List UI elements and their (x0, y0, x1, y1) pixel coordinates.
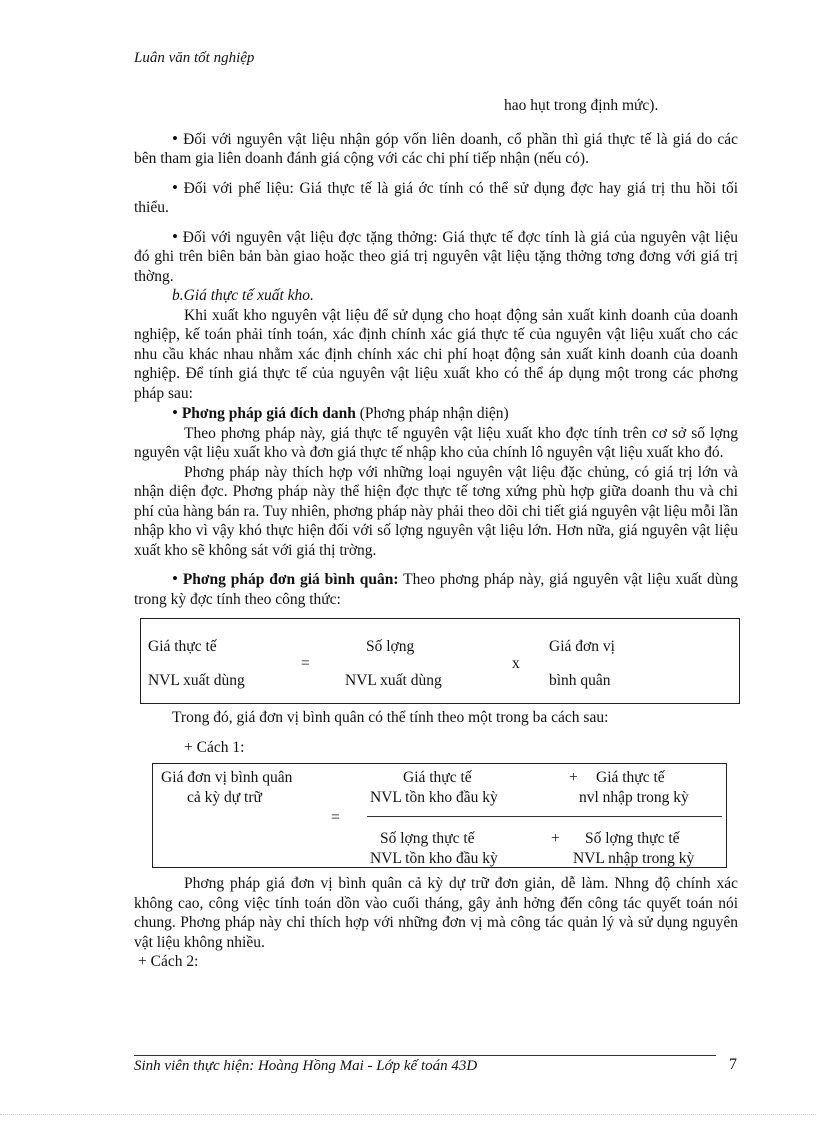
paragraph-export: Khi xuất kho nguyên vật liệu để sử dụng cho hoạt động sản xuất kinh doanh của doanh nghiệp, kế toán phải tính toán, xác định chính xác giá thực tế của nguyên vật liệu xuất cho các nhu cầu khác nhau nhằm xác định chính xác chi phí hoạt động sản xuất kinh doanh của doanh nghiệp. Để tính giá thực tế của nguyên vật liệu xuất kho có thể áp dụng một trong các phơng pháp sau: (134, 306, 738, 402)
running-header: Luân văn tốt nghiệp (134, 50, 255, 66)
method-specific-p1: Theo phơng pháp này, giá thực tế nguyên vật liệu xuất kho đợc tính trên cơ sở số lợng nguyên vật liệu xuất kho và đơn giá thực tế nhập kho của chính lô nguyên vật liệu xuất kho đó. (134, 424, 738, 461)
f2-l1: Giá đơn vị bình quân (161, 769, 293, 786)
f2-d2a: Số lợng thực tế (585, 830, 680, 847)
footer-divider (134, 1055, 716, 1056)
method-average-heading: • Phơng pháp đơn giá bình quân: Theo phơng pháp này, giá nguyên vật liệu xuất dùng trong kỳ đợc tính theo công thức: (134, 569, 738, 608)
f2-d2b: NVL nhập trong kỳ (573, 850, 695, 867)
cach2-label: + Cách 2: (138, 953, 199, 970)
paragraph-joint-venture: • Đối với nguyên vật liệu nhận góp vốn liên doanh, cổ phần thì giá thực tế là giá do các bên tham gia liên doanh đánh giá cộng với các chi phí tiếp nhận (nếu có). (134, 128, 739, 167)
f2-equals: = (331, 809, 340, 826)
f2-n1a: Giá thực tế (403, 769, 472, 786)
method-specific-heading: • Phơng pháp giá đích danh (Phơng pháp nhận diện) (172, 403, 509, 422)
f1-c2: bình quân (549, 672, 611, 689)
f1-a2: NVL xuất dùng (148, 672, 245, 689)
page-edge (0, 1114, 816, 1115)
f2-d1b: NVL tồn kho đầu kỳ (370, 850, 498, 867)
after-formula: Trong đó, giá đơn vị bình quân có thể tính theo một trong ba cách sau: (172, 709, 609, 726)
bullet-icon: • (172, 226, 178, 246)
f2-n2b: nvl nhập trong kỳ (579, 789, 689, 806)
f2-plus1: + (569, 769, 578, 786)
bullet-icon: • (172, 177, 178, 197)
f2-l2: cả kỳ dự trữ (187, 789, 262, 806)
paragraph-scrap: • Đối với phế liệu: Giá thực tế là giá ớc tính có thể sử dụng đợc hay giá trị thu hồi tối thiểu. (134, 177, 738, 216)
f1-a1: Giá thực tế (148, 638, 217, 655)
f2-d1a: Số lợng thực tế (380, 830, 475, 847)
section-heading-b: b.Giá thực tế xuất kho. (172, 287, 314, 304)
f1-b2: NVL xuất dùng (345, 672, 442, 689)
formula-box-2 (152, 763, 727, 868)
formula-box-1 (140, 618, 740, 704)
bullet-icon: • (172, 403, 178, 422)
page-number: 7 (729, 1056, 737, 1073)
f1-c1: Giá đơn vị (549, 638, 615, 655)
method-specific-p2: Phơng pháp này thích hợp với những loại nguyên vật liệu đặc chủng, có giá trị lớn và nhận diện đợc. Phơng pháp này thể hiện đợc thực tế tơng xứng phù hợp giữa doanh thu và chi phí của hàng bán ra. Tuy nhiên, phơng pháp này phải theo dõi chi tiết giá nguyên vật liệu mỗi lần nhập kho vì vậy khó thực hiện đối với số lợng nguyên vật liệu lớn. Hơn nữa, giá nguyên vật liệu xuất kho sẽ không sát với giá thị trờng. (134, 463, 738, 559)
fraction-bar (367, 816, 722, 817)
f1-equals: = (301, 655, 310, 672)
footer-author: Sinh viên thực hiện: Hoàng Hồng Mai - Lớp kế toán 43D (134, 1058, 478, 1074)
page-body (134, 96, 738, 972)
f1-b1: Số lợng (366, 638, 415, 655)
f2-n1b: NVL tồn kho đầu kỳ (370, 789, 498, 806)
cach1-label: + Cách 1: (184, 738, 245, 756)
f2-plus2: + (551, 830, 560, 847)
f2-n2a: Giá thực tế (596, 769, 665, 786)
f1-times: x (512, 655, 520, 672)
paragraph-gift: • Đối với nguyên vật liệu đợc tặng thởng: Giá thực tế đợc tính là giá của nguyên vật liệu đó ghi trên biên bản bàn giao hoặc theo giá trị nguyên vật liệu tặng thởng tơng đơng với giá trị thờng. (134, 226, 738, 285)
cach1-paragraph: Phơng pháp giá đơn vị bình quân cả kỳ dự trữ đơn giản, dễ làm. Nhng độ chính xác không cao, công việc tính toán dồn vào cuối tháng, gây ảnh hởng đến công tác quyết toán nói chung. Phơng pháp này chỉ thích hợp với những đơn vị mà công tác quản lý và sử dụng nguyên vật liệu không nhiều. (134, 875, 738, 951)
bullet-icon: • (172, 569, 178, 588)
bullet-icon: • (172, 128, 178, 148)
intro-tail: hao hụt trong định mức). (504, 97, 659, 114)
